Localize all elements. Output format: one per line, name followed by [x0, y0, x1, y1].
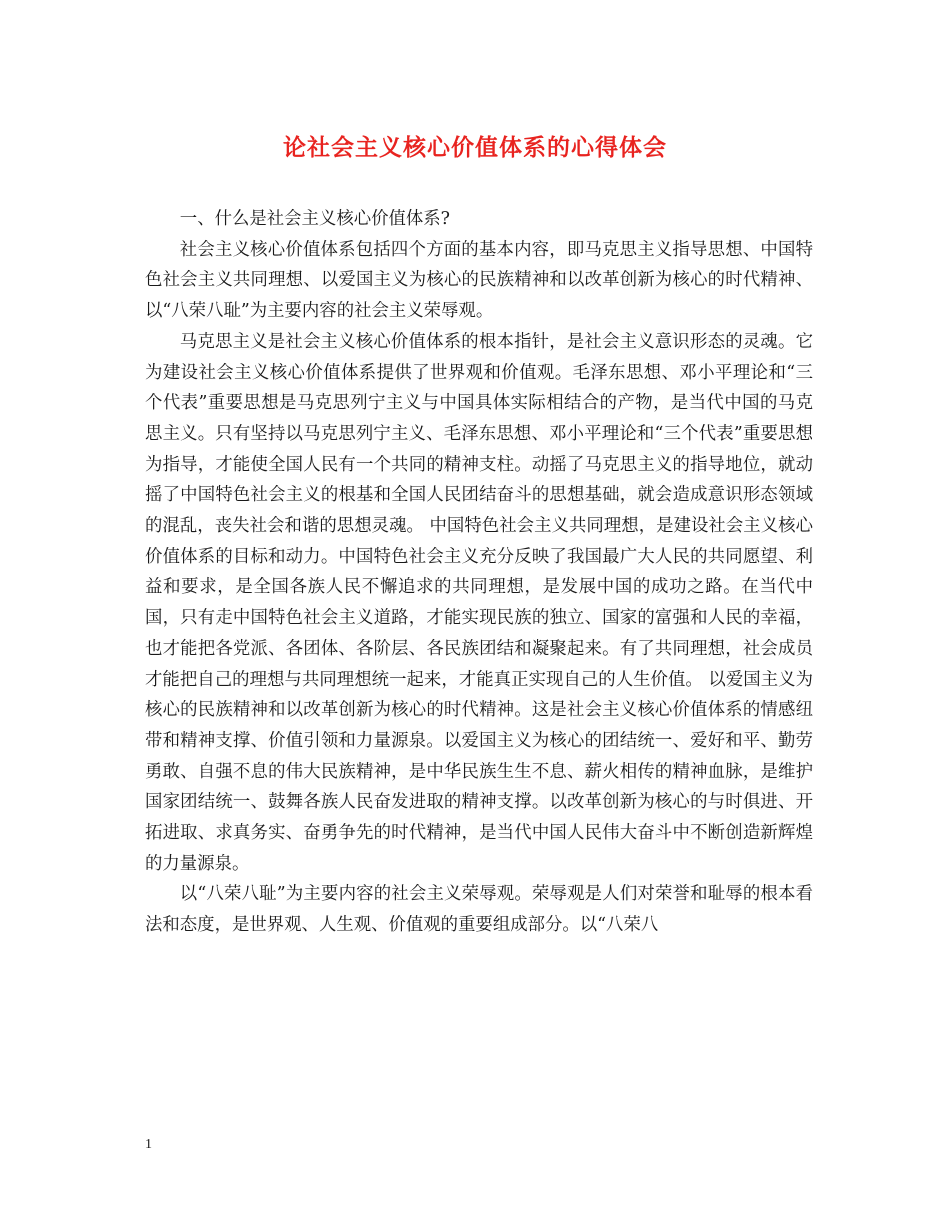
paragraph: 社会主义核心价值体系包括四个方面的基本内容，即马克思主义指导思想、中国特色社会主义共同理想、以爱国主义为核心的民族精神和以改革创新为核心的时代精神、以“八荣八耻”为主要内容的社会主义荣辱观。	[145, 239, 813, 322]
page-number: 1	[145, 1137, 152, 1152]
document-body	[145, 204, 813, 941]
section-heading: 一、什么是社会主义核心价值体系?	[179, 209, 450, 229]
paragraph: 马克思主义是社会主义核心价值体系的根本指针，是社会主义意识形态的灵魂。它为建设社会主义核心价值体系提供了世界观和价值观。毛泽东思想、邓小平理论和“三个代表”重要思想是马克思列宁主义与中国具体实际相结合的产物，是当代中国的马克思主义。只有坚持以马克思列宁主义、毛泽东思想、邓小平理论和“三个代表”重要思想为指导，才能使全国人民有一个共同的精神支柱。动摇了马克思主义的指导地位，就动摇了中国特色社会主义的根基和全国人民团结奋斗的思想基础，就会造成意识形态领域的混乱，丧失社会和谐的思想灵魂。 中国特色社会主义共同理想，是建设社会主义核心价值体系的目标和动力。中国特色社会主义充分反映了我国最广大人民的共同愿望、利益和要求，是全国各族人民不懈追求的共同理想，是发展中国的成功之路。在当代中国，只有走中国特色社会主义道路，才能实现民族的独立、国家的富强和人民的幸福，也才能把各党派、各团体、各阶层、各民族团结和凝聚起来。有了共同理想，社会成员才能把自己的理想与共同理想统一起来，才能真正实现自己的人生价值。 以爱国主义为核心的民族精神和以改革创新为核心的时代精神。这是社会主义核心价值体系的情感纽带和精神支撑、价值引领和力量源泉。以爱国主义为核心的团结统一、爱好和平、勤劳勇敢、自强不息的伟大民族精神，是中华民族生生不息、薪火相传的精神血脉，是维护国家团结统一、鼓舞各族人民奋发进取的精神支撑。以改革创新为核心的与时俱进、开拓进取、求真务实、奋勇争先的时代精神，是当代中国人民伟大奋斗中不断创造新辉煌的力量源泉。	[145, 331, 813, 874]
paragraph: 以“八荣八耻”为主要内容的社会主义荣辱观。荣辱观是人们对荣誉和耻辱的根本看法和态度，是世界观、人生观、价值观的重要组成部分。以“八荣八	[145, 884, 813, 936]
document-title: 论社会主义核心价值体系的心得体会	[283, 134, 667, 161]
